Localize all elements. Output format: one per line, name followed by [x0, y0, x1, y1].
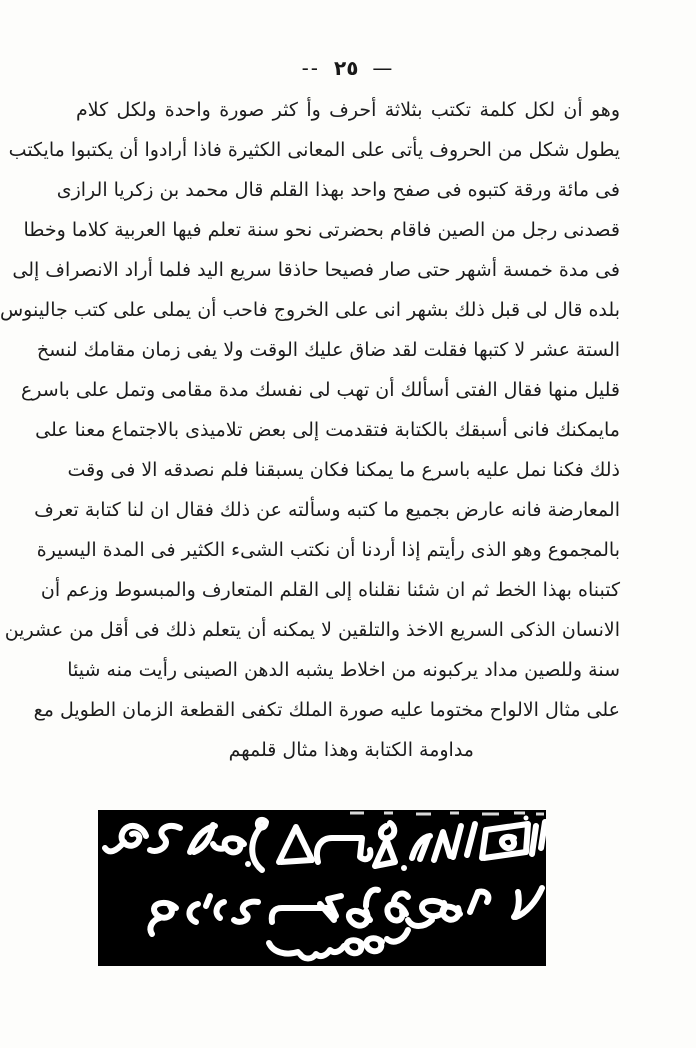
- text-line-11: المعارضة فانه عارض بجميع ما كتبه وسألته عن ذلك فقال ان لنا كتابة تعرف: [34, 499, 620, 521]
- text-line-7: الستة عشر لا كتبها فقلت لقد ضاق عليك الوقت ولا يفى زمان مقامك لنسخ: [36, 339, 620, 361]
- text-line-12: بالمجموع وهو الذى رأيتم إذا أردنا أن نكتب الشىء الكثير فى المدة اليسيرة: [36, 539, 620, 561]
- text-line-9: مايمكنك فانى أسبقك بالكتابة فتقدمت إلى بعض تلاميذى بالاجتماع معنا على: [35, 419, 620, 441]
- page-number: [0, 56, 696, 80]
- page-number-dash-left: —: [372, 56, 395, 80]
- script-specimen-figure: [98, 810, 546, 966]
- text-line-13: كتبناه بهذا الخط ثم ان شئنا نقلناه إلى القلم المتعارف والمبسوط وزعم أن: [40, 579, 620, 601]
- text-line-17: مداومة الكتابة وهذا مثال قلمهم: [228, 739, 474, 761]
- text-line-1: وهو أن لكل كلمة تكتب بثلاثة أحرف وأ كثر صورة واحدة ولكل كلام: [76, 99, 620, 121]
- body-text-block: [0, 90, 620, 770]
- text-line-10: ذلك فكنا نمل عليه باسرع ما يمكنا فكان يسبقنا فلم نصدقه الا فى وقت: [67, 459, 620, 481]
- specimen-background: [98, 810, 546, 966]
- script-specimen-svg: [98, 810, 546, 966]
- page-number-value: ٢٥: [334, 56, 359, 80]
- text-line-15: سنة وللصين مداد يركبونه من اخلاط يشبه الدهن الصينى رأيت منه شيئا: [67, 659, 620, 681]
- text-line-3: فى مائة ورقة كتبوه فى صفح واحد بهذا القلم قال محمد بن زكريا الرازى: [56, 179, 620, 201]
- text-line-16: على مثال الالواح مختوما عليه صورة الملك تكفى القطعة الزمان الطويل مع: [33, 699, 620, 721]
- text-line-2: يطول شكل من الحروف يأتى على المعانى الكثيرة فاذا أرادوا أن يكتبوا مايكتب: [8, 139, 620, 161]
- text-line-8: قليل منها فقال الفتى أسألك أن تهب لى نفسك مدة مقامى وتمل على باسرع: [20, 379, 620, 401]
- text-line-5: فى مدة خمسة أشهر حتى صار فصيحا حاذقا سريع اليد فلما أراد الانصراف إلى: [12, 259, 620, 281]
- text-line-4: قصدنى رجل من الصين فاقام بحضرتى نحو سنة تعلم فيها العربية كلاما وخطا: [23, 219, 620, 241]
- page-number-dash-right: --: [301, 56, 320, 80]
- text-line-6: بلده قال لى قبل ذلك بشهر انى على الخروج فاحب أن يملى على كتب جالينوس: [0, 299, 620, 321]
- text-line-14: الانسان الذكى السريع الاخذ والتلقين لا يمكنه أن يتعلم ذلك فى أقل من عشرين: [4, 619, 620, 641]
